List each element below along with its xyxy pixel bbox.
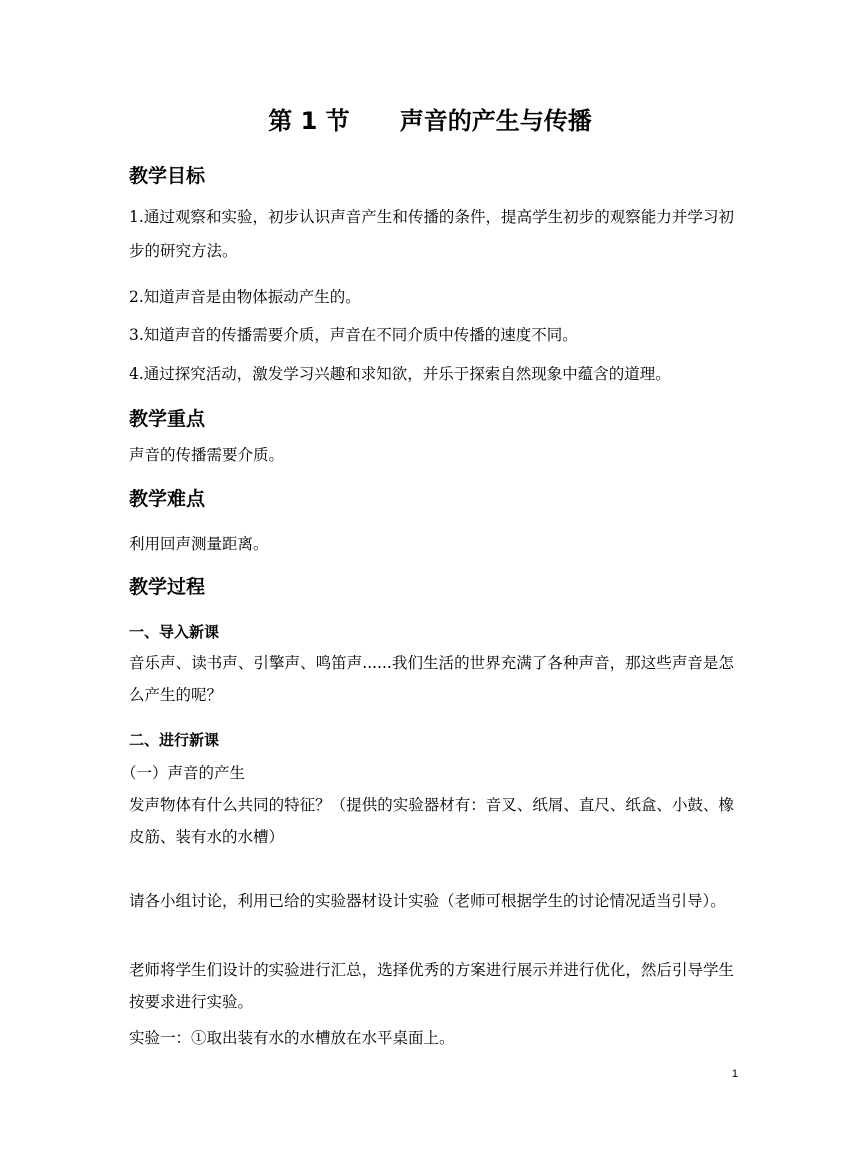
objective-item-4: 4.通过探究活动，激发学习兴趣和求知欲，并乐于探索自然现象中蕴含的道理。 bbox=[129, 365, 671, 383]
experiment-1-text: 实验一：①取出装有水的水槽放在水平桌面上。 bbox=[129, 1029, 455, 1047]
question-text: 发声物体有什么共同的特征？（提供的实验器材有：音叉、纸屑、直尺、纸盒、小鼓、橡皮筋、装有水的水槽） bbox=[129, 796, 734, 846]
page-number: 1 bbox=[731, 1068, 738, 1080]
objectives-heading: 教学目标 bbox=[129, 165, 206, 187]
difficulty-heading: 教学难点 bbox=[129, 488, 206, 510]
subsection-sound-production: （一）声音的产生 bbox=[121, 764, 246, 782]
summary-text: 老师将学生们设计的实验进行汇总，选择优秀的方案进行展示并进行优化，然后引导学生按要求进行实验。 bbox=[129, 961, 734, 1011]
new-lesson-heading: 二、进行新课 bbox=[129, 731, 220, 749]
objective-item-1: 1.通过观察和实验，初步认识声音产生和传播的条件，提高学生初步的观察能力并学习初步的研究方法。 bbox=[129, 208, 734, 260]
key-point-heading: 教学重点 bbox=[129, 408, 206, 430]
intro-heading: 一、导入新课 bbox=[129, 623, 220, 641]
page-title: 第 1 节 声音的产生与传播 bbox=[268, 107, 592, 135]
discussion-text: 请各小组讨论，利用已给的实验器材设计实验（老师可根据学生的讨论情况适当引导）。 bbox=[129, 892, 726, 910]
key-point-text: 声音的传播需要介质。 bbox=[129, 446, 285, 464]
objective-item-2: 2.知道声音是由物体振动产生的。 bbox=[129, 288, 361, 306]
intro-text: 音乐声、读书声、引擎声、鸣笛声......我们生活的世界充满了各种声音，那这些声音是怎么产生的呢？ bbox=[129, 654, 734, 704]
objective-item-3: 3.知道声音的传播需要介质，声音在不同介质中传播的速度不同。 bbox=[129, 326, 578, 344]
difficulty-text: 利用回声测量距离。 bbox=[129, 535, 269, 553]
process-heading: 教学过程 bbox=[129, 576, 206, 598]
